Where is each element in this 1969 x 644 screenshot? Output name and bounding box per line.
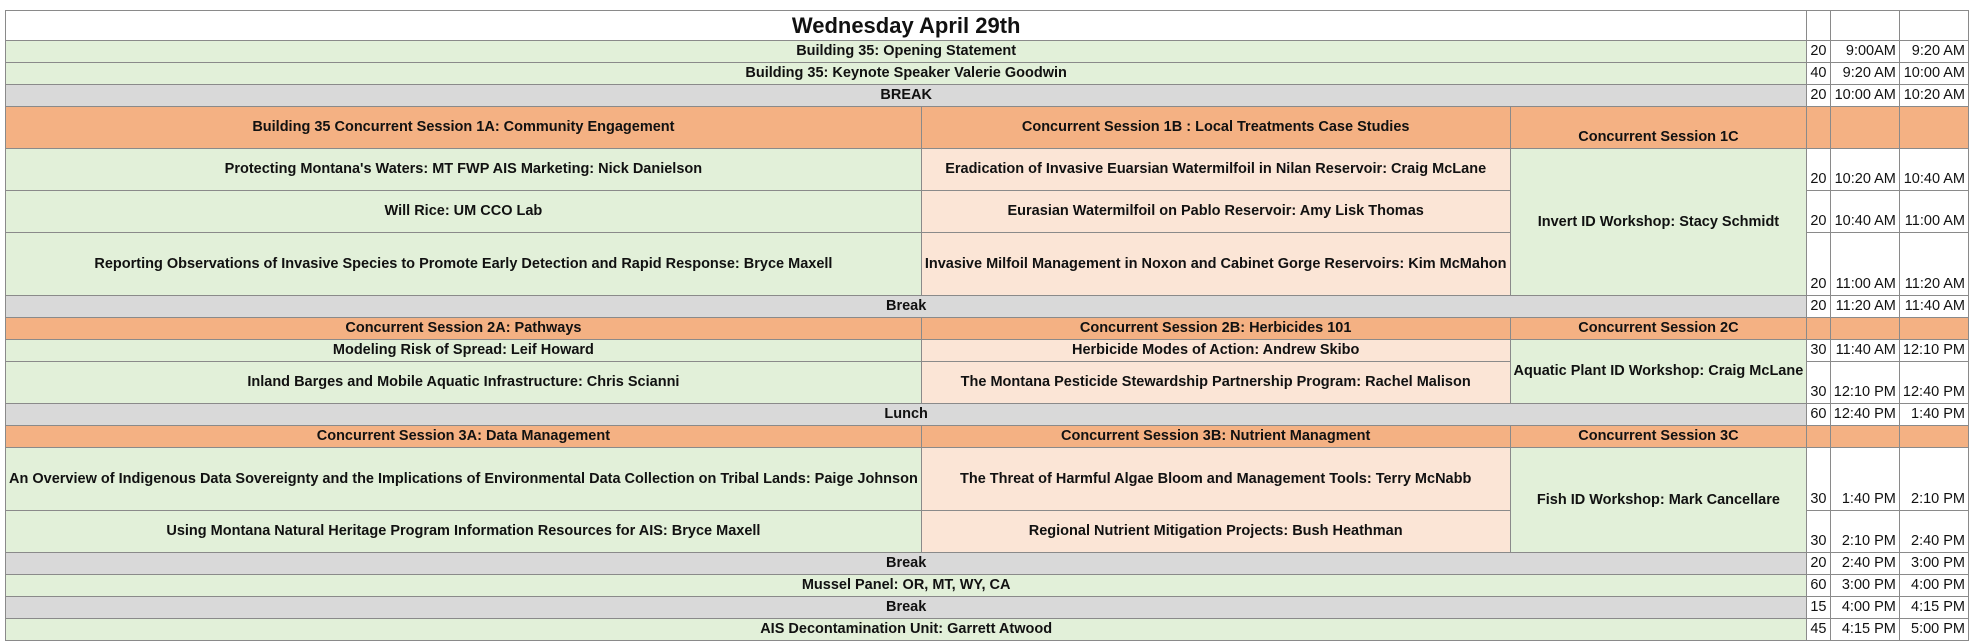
session-3-header-row	[6, 426, 1969, 448]
end-time-cell: 11:40 AM	[1899, 296, 1968, 318]
duration-cell: 15	[1807, 597, 1830, 619]
duration-cell: 30	[1807, 511, 1830, 553]
session-3a-talk: An Overview of Indigenous Data Sovereignty and the Implications of Environmental Data Collection on Tribal Lands: Paige Johnson	[6, 448, 922, 511]
blank-cell	[1807, 426, 1830, 448]
session-2-header-row	[6, 318, 1969, 340]
blank-cell	[1830, 11, 1899, 41]
session-3c-workshop: Fish ID Workshop: Mark Cancellare	[1510, 448, 1807, 553]
blank-cell	[1899, 11, 1968, 41]
end-time-cell: 9:20 AM	[1899, 41, 1968, 63]
break-row	[6, 296, 1969, 318]
start-time-cell: 12:40 PM	[1830, 404, 1899, 426]
end-time-cell: 11:00 AM	[1899, 191, 1968, 233]
duration-cell: 30	[1807, 448, 1830, 511]
plenary-row-keynote	[6, 63, 1969, 85]
page-title: Wednesday April 29th	[6, 11, 1807, 41]
duration-cell: 40	[1807, 63, 1830, 85]
schedule-sheet	[5, 10, 1969, 641]
session-2b-header: Concurrent Session 2B: Herbicides 101	[921, 318, 1510, 340]
schedule-table	[5, 10, 1969, 641]
start-time-cell: 4:15 PM	[1830, 619, 1899, 641]
start-time-cell: 2:40 PM	[1830, 553, 1899, 575]
break-row	[6, 597, 1969, 619]
session-3-row	[6, 448, 1969, 511]
start-time-cell: 3:00 PM	[1830, 575, 1899, 597]
duration-cell: 30	[1807, 362, 1830, 404]
end-time-cell: 11:20 AM	[1899, 233, 1968, 296]
end-time-cell: 1:40 PM	[1899, 404, 1968, 426]
plenary-row-mussel-panel	[6, 575, 1969, 597]
session-2b-talk: Herbicide Modes of Action: Andrew Skibo	[921, 340, 1510, 362]
lunch-label: Lunch	[6, 404, 1807, 426]
blank-cell	[1830, 107, 1899, 149]
session-2b-talk: The Montana Pesticide Stewardship Partnership Program: Rachel Malison	[921, 362, 1510, 404]
blank-cell	[1830, 318, 1899, 340]
blank-cell	[1899, 426, 1968, 448]
duration-cell: 30	[1807, 340, 1830, 362]
end-time-cell: 3:00 PM	[1899, 553, 1968, 575]
start-time-cell: 11:00 AM	[1830, 233, 1899, 296]
break-label: Break	[6, 296, 1807, 318]
session-1-row	[6, 149, 1969, 191]
start-time-cell: 2:10 PM	[1830, 511, 1899, 553]
session-1b-talk: Invasive Milfoil Management in Noxon and Cabinet Gorge Reservoirs: Kim McMahon	[921, 233, 1510, 296]
plenary-row-opening	[6, 41, 1969, 63]
start-time-cell: 4:00 PM	[1830, 597, 1899, 619]
blank-cell	[1899, 318, 1968, 340]
duration-cell: 20	[1807, 149, 1830, 191]
duration-cell: 45	[1807, 619, 1830, 641]
plenary-label: Mussel Panel: OR, MT, WY, CA	[6, 575, 1807, 597]
session-2-row	[6, 340, 1969, 362]
duration-cell: 20	[1807, 191, 1830, 233]
duration-cell: 20	[1807, 41, 1830, 63]
session-2a-talk: Inland Barges and Mobile Aquatic Infrastructure: Chris Scianni	[6, 362, 922, 404]
title-row	[6, 11, 1969, 41]
break-label: BREAK	[6, 85, 1807, 107]
end-time-cell: 10:00 AM	[1899, 63, 1968, 85]
session-3a-talk: Using Montana Natural Heritage Program Information Resources for AIS: Bryce Maxell	[6, 511, 922, 553]
session-3b-talk: The Threat of Harmful Algae Bloom and Management Tools: Terry McNabb	[921, 448, 1510, 511]
session-3c-header: Concurrent Session 3C	[1510, 426, 1807, 448]
duration-cell: 20	[1807, 296, 1830, 318]
plenary-label: Building 35: Keynote Speaker Valerie Goodwin	[6, 63, 1807, 85]
end-time-cell: 2:10 PM	[1899, 448, 1968, 511]
blank-cell	[1830, 426, 1899, 448]
end-time-cell: 4:15 PM	[1899, 597, 1968, 619]
end-time-cell: 4:00 PM	[1899, 575, 1968, 597]
lunch-row	[6, 404, 1969, 426]
duration-cell: 60	[1807, 404, 1830, 426]
plenary-row-decontamination	[6, 619, 1969, 641]
duration-cell: 60	[1807, 575, 1830, 597]
break-label: Break	[6, 553, 1807, 575]
plenary-label: Building 35: Opening Statement	[6, 41, 1807, 63]
start-time-cell: 1:40 PM	[1830, 448, 1899, 511]
start-time-cell: 11:40 AM	[1830, 340, 1899, 362]
session-1-header-row	[6, 107, 1969, 149]
end-time-cell: 12:10 PM	[1899, 340, 1968, 362]
session-1a-talk: Will Rice: UM CCO Lab	[6, 191, 922, 233]
session-2a-header: Concurrent Session 2A: Pathways	[6, 318, 922, 340]
break-label: Break	[6, 597, 1807, 619]
session-3a-header: Concurrent Session 3A: Data Management	[6, 426, 922, 448]
session-1a-talk: Protecting Montana's Waters: MT FWP AIS Marketing: Nick Danielson	[6, 149, 922, 191]
end-time-cell: 10:40 AM	[1899, 149, 1968, 191]
end-time-cell: 10:20 AM	[1899, 85, 1968, 107]
session-1a-talk: Reporting Observations of Invasive Species to Promote Early Detection and Rapid Response: Bryce Maxell	[6, 233, 922, 296]
start-time-cell: 11:20 AM	[1830, 296, 1899, 318]
session-1b-talk: Eradication of Invasive Euarsian Watermilfoil in Nilan Reservoir: Craig McLane	[921, 149, 1510, 191]
session-3b-header: Concurrent Session 3B: Nutrient Managment	[921, 426, 1510, 448]
session-2c-workshop: Aquatic Plant ID Workshop: Craig McLane	[1510, 340, 1807, 404]
blank-cell	[1899, 107, 1968, 149]
start-time-cell: 10:20 AM	[1830, 149, 1899, 191]
break-row	[6, 85, 1969, 107]
duration-cell: 20	[1807, 553, 1830, 575]
duration-cell: 20	[1807, 85, 1830, 107]
blank-cell	[1807, 318, 1830, 340]
session-1b-talk: Eurasian Watermilfoil on Pablo Reservoir: Amy Lisk Thomas	[921, 191, 1510, 233]
end-time-cell: 12:40 PM	[1899, 362, 1968, 404]
start-time-cell: 10:00 AM	[1830, 85, 1899, 107]
blank-cell	[1807, 11, 1830, 41]
duration-cell: 20	[1807, 233, 1830, 296]
session-1c-header: Concurrent Session 1C	[1510, 107, 1807, 149]
break-row	[6, 553, 1969, 575]
session-2a-talk: Modeling Risk of Spread: Leif Howard	[6, 340, 922, 362]
end-time-cell: 5:00 PM	[1899, 619, 1968, 641]
session-1c-workshop: Invert ID Workshop: Stacy Schmidt	[1510, 149, 1807, 296]
plenary-label: AIS Decontamination Unit: Garrett Atwood	[6, 619, 1807, 641]
blank-cell	[1807, 107, 1830, 149]
session-3b-talk: Regional Nutrient Mitigation Projects: Bush Heathman	[921, 511, 1510, 553]
session-1a-header: Building 35 Concurrent Session 1A: Community Engagement	[6, 107, 922, 149]
end-time-cell: 2:40 PM	[1899, 511, 1968, 553]
session-2c-header: Concurrent Session 2C	[1510, 318, 1807, 340]
start-time-cell: 12:10 PM	[1830, 362, 1899, 404]
start-time-cell: 9:20 AM	[1830, 63, 1899, 85]
start-time-cell: 10:40 AM	[1830, 191, 1899, 233]
start-time-cell: 9:00AM	[1830, 41, 1899, 63]
session-1b-header: Concurrent Session 1B : Local Treatments Case Studies	[921, 107, 1510, 149]
